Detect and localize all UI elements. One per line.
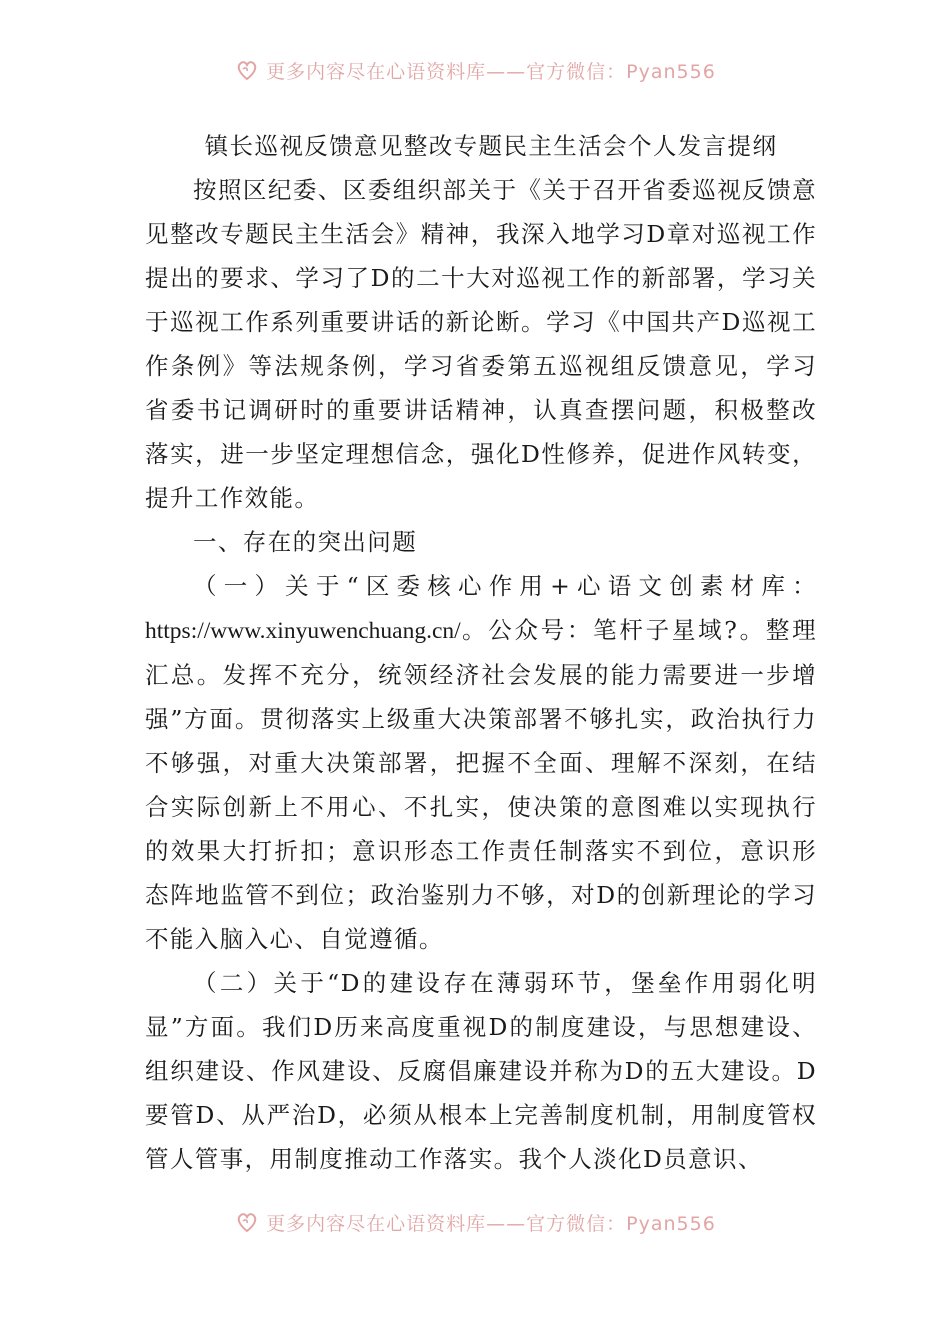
document-title: 镇长巡视反馈意见整改专题民主生活会个人发言提纲 <box>204 132 778 160</box>
watermark-footer <box>0 1202 950 1242</box>
item-two-paragraph: （二）关于“D的建设存在薄弱环节，堡垒作用弱化明显”方面。我们D历来高度重视D的制度建设，与思想建设、组织建设、作风建设、反腐倡廉建设并称为D的五大建设。D要管D、从严治D，必须从根本上完善制度机制，用制度管权管人管事，用制度推动工作落实。我个人淡化D员意识、 <box>145 969 817 1173</box>
intro-paragraph: 按照区纪委、区委组织部关于《关于召开省委巡视反馈意见整改专题民主生活会》精神，我深入地学习D章对巡视工作提出的要求、学习了D的二十大对巡视工作的新部署，学习关于巡视工作系列重要讲话的新论断。学习《中国共产D巡视工作条例》等法规条例，学习省委第五巡视组反馈意见，学习省委书记调研时的重要讲话精神，认真查摆问题，积极整改落实，进一步坚定理想信念，强化D性修养，促进作风转变，提升工作效能。 <box>145 176 817 512</box>
watermark-text: 更多内容尽在心语资料库——官方微信：Pyan556 <box>266 60 716 83</box>
heart-swirl-logo-icon <box>234 57 260 83</box>
item-one-url: https://www.xinyuwenchuang.cn/ <box>145 618 461 644</box>
item-one-body: 。公众号：笔杆子星域?。整理汇总。发挥不充分，统领经济社会发展的能力需要进一步增强”方面。贯彻落实上级重大决策部署不够扎实，政治执行力不够强，对重大决策部署，把握不全面、理解不深刻，在结合实际创新上不用心、不扎实，使决策的意图难以实现执行的效果大打折扣；意识形态工作责任制落实不到位，意识形态阵地监管不到位；政治鉴别力不够，对D的创新理论的学习不能入脑入心、自觉遵循。 <box>145 616 817 953</box>
document-body <box>145 124 817 1181</box>
item-one-paragraph <box>145 564 817 961</box>
watermark-header <box>0 50 950 90</box>
item-one-lead: （一）关于“区委核心作用+心语文创素材库： <box>193 572 817 600</box>
watermark-text: 更多内容尽在心语资料库——官方微信：Pyan556 <box>266 1212 716 1235</box>
heart-swirl-logo-icon <box>234 1209 260 1235</box>
section-heading-problems: 一、存在的突出问题 <box>193 528 418 556</box>
